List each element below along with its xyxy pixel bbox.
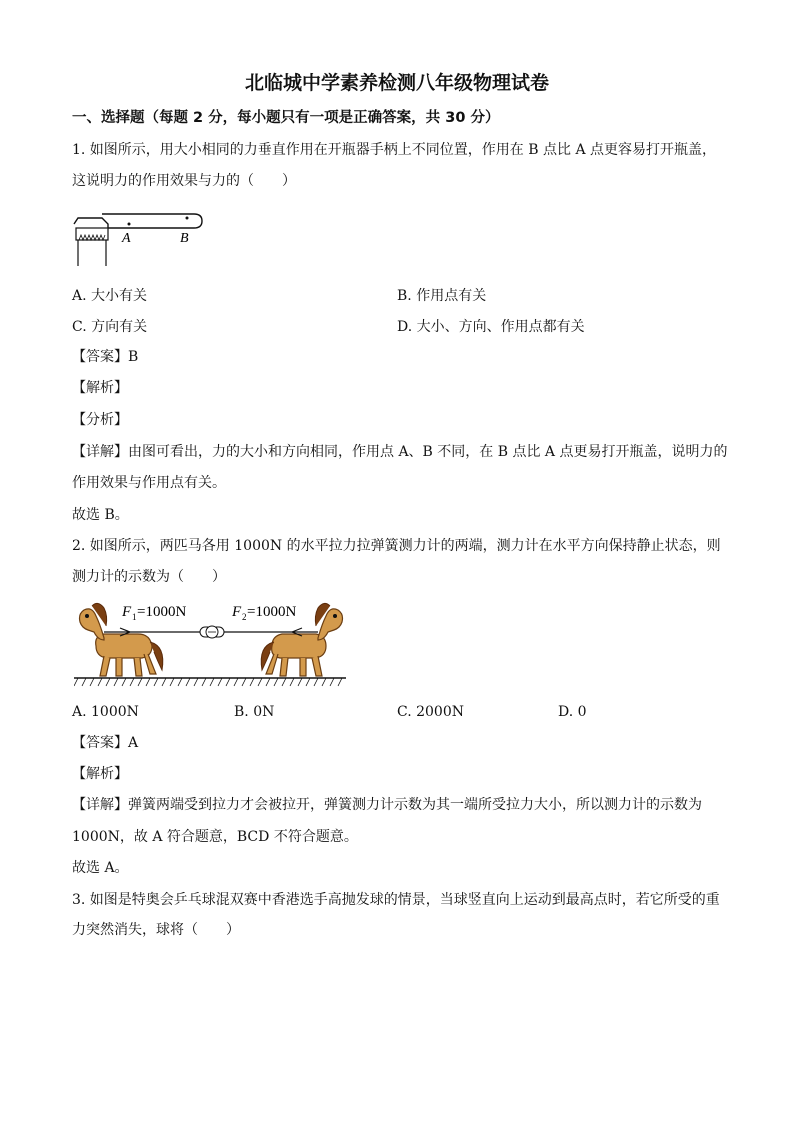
question-2-text-line-2: 测力计的示数为（ ）	[72, 569, 226, 585]
q1-option-d[interactable]: D. 大小、方向、作用点都有关	[397, 319, 585, 335]
point-b-label: B	[180, 231, 189, 246]
q1-answer: 【答案】B	[72, 349, 139, 365]
question-1-text-line-1: 1. 如图所示，用大小相同的力垂直作用在开瓶器手柄上不同位置，作用在 B 点比 A 点更容易打开瓶盖，	[72, 142, 717, 158]
q2-analysis-label: 【解析】	[72, 766, 128, 782]
ground-hatching	[74, 678, 342, 686]
f1-symbol: F	[122, 604, 132, 620]
q1-detail-line-2: 作用效果与作用点有关。	[72, 475, 226, 491]
f2-subscript: 2	[242, 612, 247, 622]
q2-option-a[interactable]: A. 1000N	[72, 704, 139, 720]
section-heading: 一、选择题（每题 2 分，每小题只有一项是正确答案，共 30 分）	[72, 110, 500, 126]
q1-analysis-label: 【解析】	[72, 380, 128, 396]
q1-detail-line-1: 【详解】由图可看出，力的大小和方向相同，作用点 A、B 不同，在 B 点比 A 点更易打开瓶盖，说明力的	[72, 444, 728, 460]
f2-symbol: F	[232, 604, 242, 620]
question-1-text-line-2: 这说明力的作用效果与力的（ ）	[72, 173, 296, 189]
q2-option-d[interactable]: D. 0	[558, 704, 587, 720]
q1-option-c[interactable]: C. 方向有关	[72, 319, 148, 335]
f1-subscript: 1	[132, 612, 137, 622]
q2-conclusion: 故选 A。	[72, 860, 129, 876]
point-a-dot	[128, 223, 131, 226]
q1-conclusion: 故选 B。	[72, 507, 129, 523]
page-title: 北临城中学素养检测八年级物理试卷	[244, 72, 549, 94]
q2-option-c[interactable]: C. 2000N	[397, 704, 464, 720]
q2-detail-line-1: 【详解】弹簧两端受到拉力才会被拉开，弹簧测力计示数为其一端所受拉力大小，所以测力计的示数为	[72, 797, 702, 813]
f1-value: =1000N	[137, 604, 187, 620]
q2-option-b[interactable]: B. 0N	[234, 704, 275, 720]
q1-fenxi-label: 【分析】	[72, 412, 128, 428]
opener-hook	[74, 218, 108, 228]
q2-answer: 【答案】A	[72, 735, 139, 751]
f2-value: =1000N	[247, 604, 297, 620]
question-3-text-line-1: 3. 如图是特奥会乒乓球混双赛中香港选手高抛发球的情景，当球竖直向上运动到最高点时，若它所受的重	[72, 892, 720, 908]
opener-handle	[102, 214, 202, 228]
horses-figure	[74, 596, 350, 688]
q1-option-b[interactable]: B. 作用点有关	[397, 288, 487, 304]
question-2-text-line-1: 2. 如图所示，两匹马各用 1000N 的水平拉力拉弹簧测力计的两端，测力计在水平方向保持静止状态，则	[72, 538, 721, 554]
bottle-opener-figure	[72, 204, 204, 268]
q1-option-a[interactable]: A. 大小有关	[72, 288, 148, 304]
point-a-label: A	[122, 231, 131, 246]
q2-detail-line-2: 1000N，故 A 符合题意，BCD 不符合题意。	[72, 829, 358, 845]
point-b-dot	[186, 217, 189, 220]
question-3-text-line-2: 力突然消失，球将（ ）	[72, 922, 240, 938]
spring-scale	[200, 626, 224, 638]
